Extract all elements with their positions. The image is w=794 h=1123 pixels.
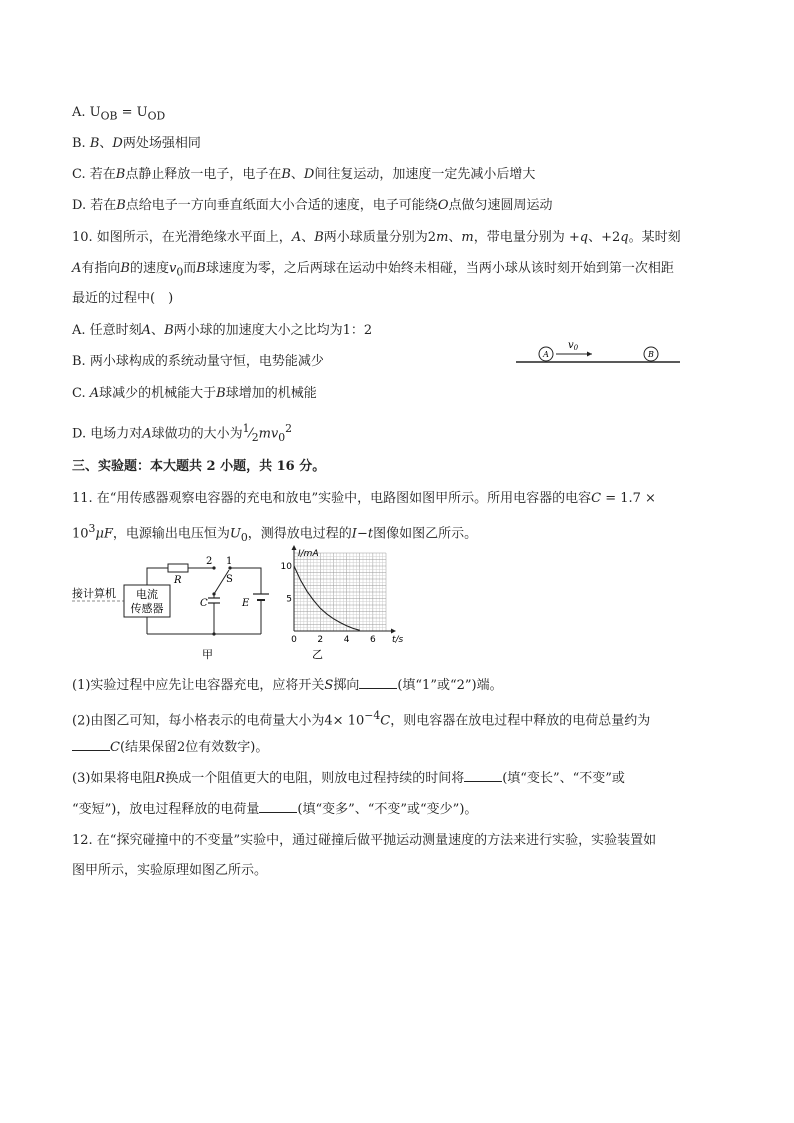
q10-figure bbox=[512, 338, 684, 370]
switch-label: S bbox=[226, 574, 233, 585]
switch-pos-2: 2 bbox=[206, 556, 213, 567]
sensor-label-2: 传感器 bbox=[130, 602, 164, 615]
q9-option-b: B. B、D两处场强相同 bbox=[72, 136, 201, 151]
q10-stem-line-3: 最近的过程中( ) bbox=[72, 291, 174, 306]
q11-stem-line-2: $10^3\mu F$，电源输出电压恒为$U_0$，测得放电过程的I−t图像如图乙所示。 bbox=[72, 522, 478, 544]
q12-stem-line-2: 图甲所示，实验原理如图乙所示。 bbox=[72, 863, 268, 878]
x-tick-label: 6 bbox=[369, 635, 376, 645]
y-tick-label: 5 bbox=[286, 594, 292, 605]
switch-pos-1: 1 bbox=[226, 556, 233, 567]
velocity-label: $v_0$ bbox=[568, 340, 579, 352]
circuit-diagram bbox=[72, 552, 272, 662]
q11-part-3-line-2: “变短”)，放电过程释放的电荷量 (填“变多”、“不变”或“变少”)。 bbox=[72, 802, 478, 817]
q10-stem-line-1: 10. 如图所示，在光滑绝缘水平面上，A、B两小球质量分别为2m、m，带电量分别为 +q、+2q。某时刻 bbox=[72, 230, 681, 245]
q11-part-1: (1)实验过程中应先让电容器充电，应将开关S掷向 (填“1”或“2”)端。 bbox=[72, 678, 503, 693]
chart-ticks bbox=[281, 562, 376, 645]
resistor-label: R bbox=[174, 575, 182, 586]
x-tick-label: 0 bbox=[291, 635, 297, 645]
x-tick-label: 4 bbox=[343, 635, 350, 645]
q11-part-3-line-1: (3)如果将电阻R换成一个阻值更大的电阻，则放电过程持续的时间将 (填“变长”、“不变”或 bbox=[72, 771, 625, 786]
resistor bbox=[168, 564, 188, 572]
q12-stem-line-1: 12. 在“探究碰撞中的不变量”实验中，通过碰撞后做平抛运动测量速度的方法来进行实验，实验装置如 bbox=[72, 833, 657, 848]
q11-part-2-line-1: (2)由图乙可知，每小格表示的电荷量大小为$4\times 10^{-4}C$，则电容器在放电过程中释放的电荷总量约为 bbox=[72, 709, 651, 729]
ball-b-label: B bbox=[648, 350, 654, 359]
q10-option-d: D. 电场力对A球做功的大小为$^1⁄_2mv_0^2$ bbox=[72, 422, 293, 444]
i-t-graph bbox=[282, 548, 422, 662]
x-axis-arrow bbox=[391, 629, 396, 634]
section-heading: 三、实验题：本大题共 2 小题，共 16 分。 bbox=[72, 459, 326, 474]
computer-label: 接计算机 bbox=[72, 587, 116, 600]
q10-option-b: B. 两小球构成的系统动量守恒，电势能减少 bbox=[72, 354, 324, 369]
y-axis-label: I/mA bbox=[298, 549, 319, 559]
x-tick-label: 2 bbox=[317, 635, 324, 645]
battery-label: E bbox=[242, 598, 250, 609]
capacitor-label: C bbox=[200, 598, 208, 609]
q11-part-2-line-2: C(结果保留2位有效数字)。 bbox=[72, 738, 268, 757]
q10-option-a: A. 任意时刻A、B两小球的加速度大小之比均为1：2 bbox=[72, 323, 373, 338]
q9-option-d: D. 若在B点给电子一方向垂直纸面大小合适的速度，电子可能绕O点做匀速圆周运动 bbox=[72, 198, 553, 213]
q10-option-c: C. A球减少的机械能大于B球增加的机械能 bbox=[72, 386, 317, 401]
q11-stem-line-1: 11. 在“用传感器观察电容器的充电和放电”实验中，电路图如图甲所示。所用电容器的电容C = 1.7 × bbox=[72, 491, 656, 506]
x-axis-label: t/s bbox=[392, 635, 404, 645]
circuit-caption: 甲 bbox=[202, 648, 213, 661]
sensor-label-1: 电流 bbox=[136, 588, 158, 601]
graph-caption: 乙 bbox=[312, 648, 323, 661]
q9-option-a: A. $U_{OB} = U_{OD}$ bbox=[72, 105, 166, 123]
q10-stem-line-2: A有指向B的速度$v_0$而B球速度为零，之后两球在运动中始终未相碰，当两小球从该时刻开始到第一次相距 bbox=[72, 261, 674, 279]
ball-a-label: A bbox=[543, 350, 549, 359]
y-tick-label: 10 bbox=[280, 562, 292, 572]
q9-option-c: C. 若在B点静止释放一电子，电子在B、D间往复运动，加速度一定先减小后增大 bbox=[72, 167, 536, 182]
